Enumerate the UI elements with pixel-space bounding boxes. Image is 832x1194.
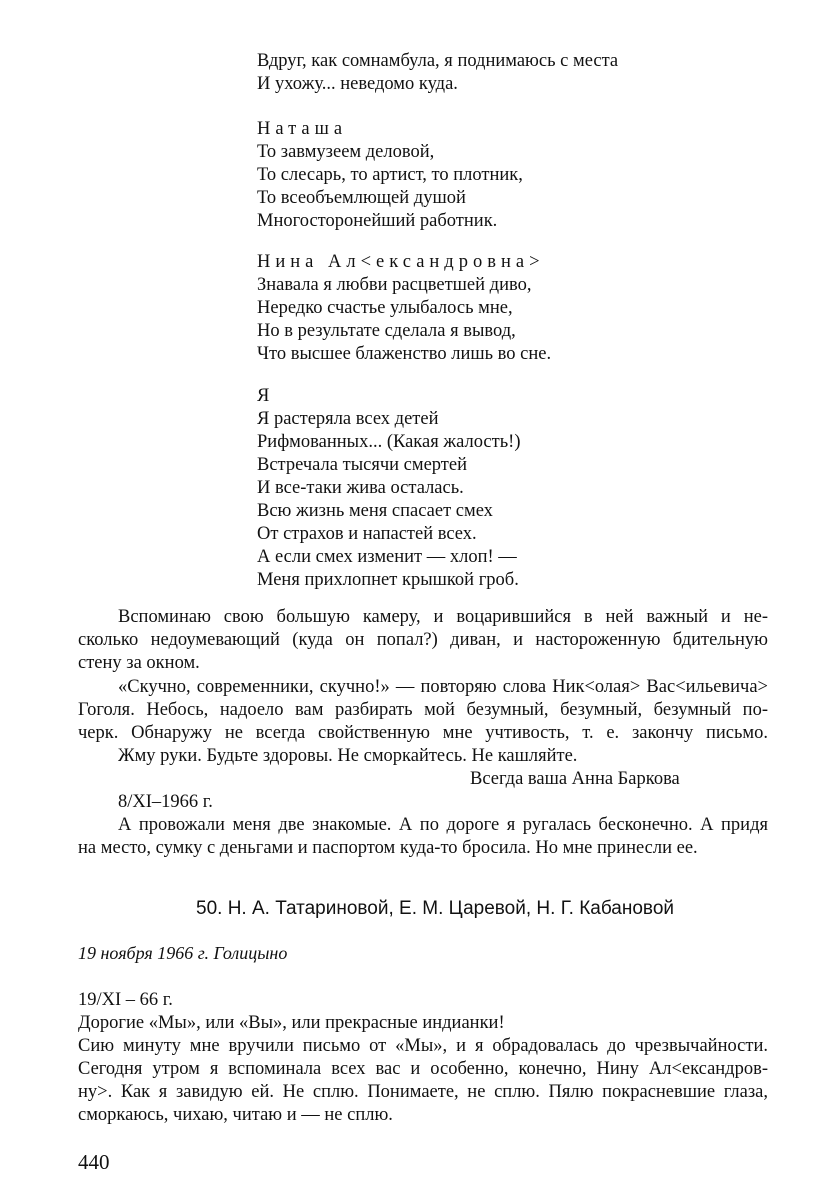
paragraph-line: ну>. Как я завидую ей. Не сплю. Понимаете, не сплю. Пялю покрасневшие глаза, xyxy=(78,1082,768,1102)
paragraph-line: «Скучно, современники, скучно!» — повторяю слова Ник<олая> Вас<ильевича> xyxy=(118,677,768,697)
letter-date: 8/XI–1966 г. xyxy=(118,792,213,812)
paragraph-line: Жму руки. Будьте здоровы. Не сморкайтесь. Не кашляйте. xyxy=(118,746,578,766)
paragraph-line: Сегодня утром я вспоминала всех вас и особенно, конечно, Нину Ал<ександров- xyxy=(78,1059,768,1079)
verse-line: Нередко счастье улыбалось мне, xyxy=(257,298,513,318)
letter-date: 19/XI – 66 г. xyxy=(78,990,173,1010)
paragraph-line: Вспоминаю свою большую камеру, и воцарившийся в ней важный и не- xyxy=(118,607,768,627)
verse-line: Знавала я любви расцветшей диво, xyxy=(257,275,532,295)
verse-line: Всю жизнь меня спасает смех xyxy=(257,501,493,521)
verse-line: То всеобъемлющей душой xyxy=(257,188,466,208)
verse-line: Но в результате сделала я вывод, xyxy=(257,321,516,341)
speaker-natasha: Наташа xyxy=(257,119,348,139)
paragraph-line: черк. Обнаружу не всегда свойственную мне учтивость, т. е. закончу письмо. xyxy=(78,723,768,743)
verse-line: От страхов и напастей всех. xyxy=(257,524,477,544)
paragraph-line: стену за окном. xyxy=(78,653,200,673)
verse-line: То слесарь, то артист, то плотник, xyxy=(257,165,523,185)
speaker-ya: Я xyxy=(257,386,270,406)
page-number: 440 xyxy=(78,1150,110,1174)
verse-line: И ухожу... неведомо куда. xyxy=(257,74,458,94)
signature: Всегда ваша Анна Баркова xyxy=(470,769,680,789)
letter-dateline: 19 ноября 1966 г. Голицыно xyxy=(78,943,288,963)
verse-line: Меня прихлопнет крышкой гроб. xyxy=(257,570,519,590)
verse-line: Многосторонейший работник. xyxy=(257,211,498,231)
paragraph-line: Сию минуту мне вручили письмо от «Мы», и я обрадовалась до чрезвычайности. xyxy=(78,1036,768,1056)
verse-line: А если смех изменит — хлоп! — xyxy=(257,547,517,567)
speaker-nina: Нина Ал<ександровна> xyxy=(257,252,545,272)
verse-line: Что высшее блаженство лишь во сне. xyxy=(257,344,552,364)
paragraph-line: сколько недоумевающий (куда он попал?) диван, и настороженную бдительную xyxy=(78,630,768,650)
greeting: Дорогие «Мы», или «Вы», или прекрасные индианки! xyxy=(78,1013,505,1033)
verse-line: И все-таки жива осталась. xyxy=(257,478,464,498)
letter-heading: 50. Н. А. Татариновой, Е. М. Царевой, Н. Г. Кабановой xyxy=(196,898,674,919)
paragraph-line: Гоголя. Небось, надоело вам разбирать мой безумный, безумный, безумный по- xyxy=(78,700,768,720)
paragraph-line: А провожали меня две знакомые. А по дороге я ругалась бесконечно. А придя xyxy=(118,815,768,835)
verse-line: Встречала тысячи смертей xyxy=(257,455,468,475)
verse-line: Рифмованных... (Какая жалость!) xyxy=(257,432,521,452)
verse-line: Вдруг, как сомнамбула, я поднимаюсь с места xyxy=(257,51,619,71)
verse-line: То завмузеем деловой, xyxy=(257,142,435,162)
verse-line: Я растеряла всех детей xyxy=(257,409,439,429)
paragraph-line: на место, сумку с деньгами и паспортом куда-то бросила. Но мне принесли ее. xyxy=(78,838,698,858)
paragraph-line: сморкаюсь, чихаю, читаю и — не сплю. xyxy=(78,1105,393,1125)
